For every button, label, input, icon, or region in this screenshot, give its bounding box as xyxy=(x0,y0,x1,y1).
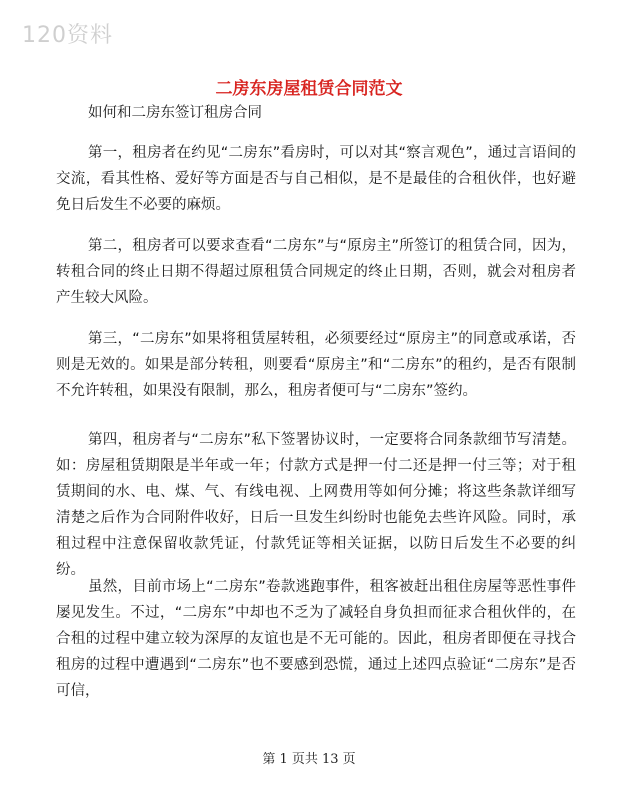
watermark-logo: 120资料 xyxy=(22,23,113,48)
paragraph-5: 虽然，目前市场上“二房东”卷款逃跑事件，租客被赶出租住房屋等恶性事件屡见发生。不过，“二房东”中却也不乏为了减轻自身负担而征求合租伙伴的，在合租的过程中建立较为深厚的友谊也是不无可能的。因此，租房者即便在寻找合租房的过程中遭遇到“二房东”也不要感到恐慌，通过上述四点验证“二房东”是否可信， xyxy=(56,579,576,699)
document-subtitle: 如何和二房东签订租房合同 xyxy=(88,105,262,121)
page-number: 第 1 页共 13 页 xyxy=(262,752,356,767)
paragraph-2: 第二，租房者可以要求查看“二房东”与“原房主”所签订的租赁合同，因为，转租合同的终止日期不得超过原租赁合同规定的终止日期，否则，就会对租房者产生较大风险。 xyxy=(56,238,576,306)
document-title: 二房东房屋租赁合同范文 xyxy=(215,79,403,99)
paragraph-1: 第一，租房者在约见“二房东”看房时，可以对其“察言观色”，通过言语间的交流，看其性格、爱好等方面是否与自己相似，是不是最佳的合租伙伴，也好避免日后发生不必要的麻烦。 xyxy=(56,145,576,213)
paragraph-3: 第三，“二房东”如果将租赁屋转租，必须要经过“原房主”的同意或承诺，否则是无效的。如果是部分转租，则要看“原房主”和“二房东”的租约，是否有限制不允许转租，如果没有限制，那么，租房者便可与“二房东”签约。 xyxy=(56,331,576,399)
paragraph-4: 第四，租房者与“二房东”私下签署协议时，一定要将合同条款细节写清楚。如：房屋租赁期限是半年或一年；付款方式是押一付二还是押一付三等；对于租赁期间的水、电、煤、气、有线电视、上网费用等如何分摊；将这些条款详细写清楚之后作为合同附件收好，日后一旦发生纠纷时也能免去些许风险。同时，承租过程中注意保留收款凭证，付款凭证等相关证据，以防日后发生不必要的纠纷。 xyxy=(56,432,576,578)
